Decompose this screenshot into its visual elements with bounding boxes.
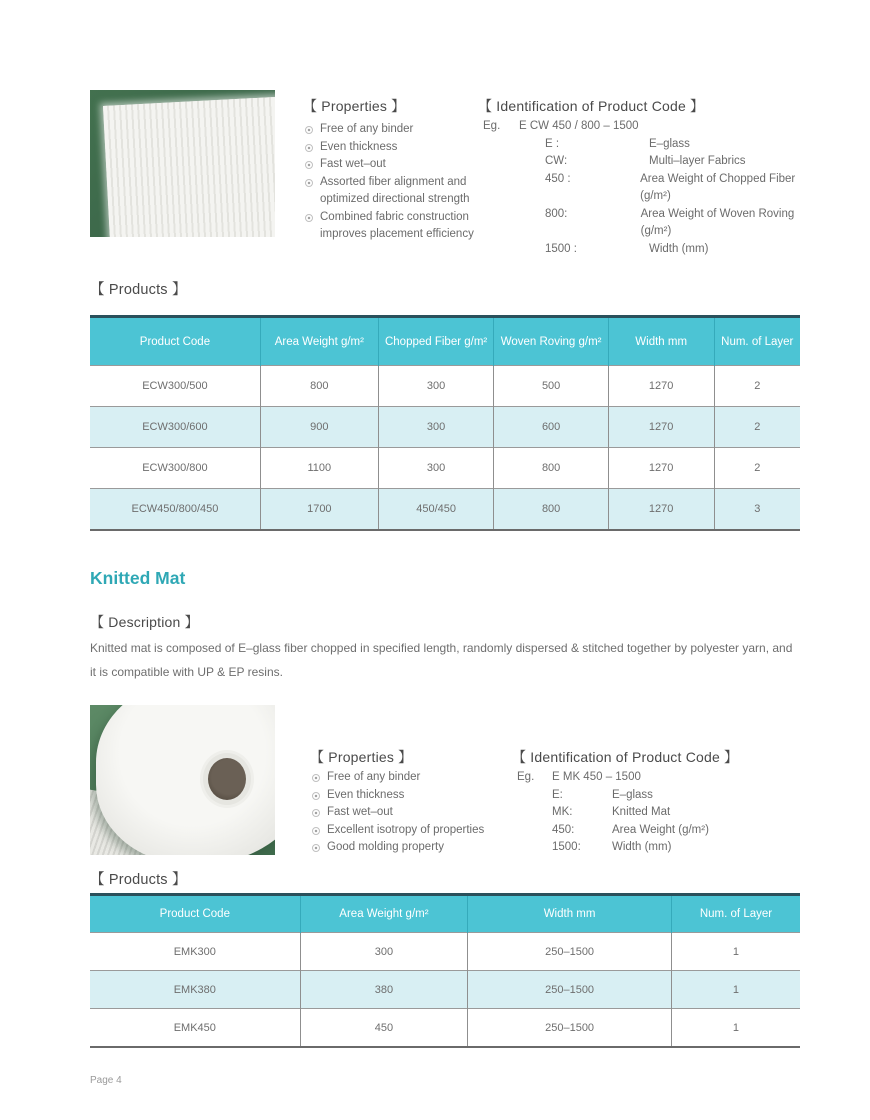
product-code-title-2: 【 Identification of Product Code 】	[512, 749, 739, 765]
ring-bullet-icon	[305, 179, 313, 187]
description-text: Knitted mat is composed of E–glass fiber chopped in specified length, randomly dispersed & stitched together by polyester yarn, and it is compatible with UP & EP resins.	[90, 641, 793, 679]
column-header: Width mm	[468, 895, 672, 933]
description-title: 【 Description 】	[90, 614, 199, 630]
ring-bullet-icon	[305, 214, 313, 222]
knitted-mat-photo	[90, 705, 275, 855]
list-item: Assorted fiber alignment and optimized directional strength	[305, 174, 485, 209]
code-definition-row: CW: Multi–layer Fabrics	[545, 155, 746, 167]
example-code-line	[483, 118, 813, 136]
list-item: Free of any binder	[305, 121, 485, 139]
product-code-block-1	[483, 118, 813, 258]
column-header: Area Weight g/m²	[300, 895, 468, 933]
properties-title-2: 【 Properties 】	[310, 749, 413, 765]
ring-bullet-icon	[305, 126, 313, 134]
column-header: Area Weight g/m²	[260, 317, 378, 366]
column-header: Width mm	[608, 317, 714, 366]
list-item: Fast wet–out	[312, 804, 512, 822]
mat-roll-graphic	[96, 705, 275, 855]
list-item: Even thickness	[312, 787, 512, 805]
multilayer-fabrics-products-table	[90, 315, 800, 531]
products-title-2: 【 Products 】	[90, 872, 187, 888]
example-code-line	[517, 769, 807, 787]
column-header: Woven Roving g/m²	[494, 317, 608, 366]
table-header-row	[90, 895, 800, 933]
code-definition-row: 800: Area Weight of Woven Roving (g/m²)	[545, 207, 795, 237]
products-title-1: 【 Products 】	[90, 282, 187, 298]
list-item: Good molding property	[312, 839, 512, 857]
table-header-row	[90, 317, 800, 366]
page-number: Page 4	[90, 1075, 122, 1086]
column-header: Num. of Layer	[714, 317, 800, 366]
code-definition-row: 1500: Width (mm)	[552, 841, 672, 853]
example-code: E MK 450 – 1500	[552, 771, 641, 783]
list-item: Combined fabric construction improves placement efficiency	[305, 209, 485, 244]
ring-bullet-icon	[312, 792, 320, 800]
properties-list-1	[305, 121, 485, 244]
table-row: EMK450 450 250–1500 1	[90, 1009, 800, 1048]
table-row: ECW300/600 900 300 600 1270 2	[90, 407, 800, 448]
column-header: Chopped Fiber g/m²	[378, 317, 494, 366]
table-row: ECW450/800/450 1700 450/450 800 1270 3	[90, 489, 800, 531]
table-row: ECW300/500 800 300 500 1270 2	[90, 366, 800, 407]
code-definition-row: 450 : Area Weight of Chopped Fiber (g/m²)	[545, 172, 796, 202]
knitted-mat-products-table	[90, 893, 800, 1048]
column-header: Num. of Layer	[671, 895, 800, 933]
ring-bullet-icon	[312, 774, 320, 782]
example-code: E CW 450 / 800 – 1500	[519, 120, 639, 132]
eg-label: Eg.	[483, 120, 501, 132]
column-header: Product Code	[90, 895, 300, 933]
page-title: Knitted Mat	[90, 568, 186, 588]
table-row: ECW300/800 1100 300 800 1270 2	[90, 448, 800, 489]
ring-bullet-icon	[312, 809, 320, 817]
properties-list-2	[312, 769, 512, 857]
product-code-title-1: 【 Identification of Product Code 】	[478, 98, 705, 114]
product-code-block-2	[517, 769, 807, 857]
fabric-swatch-graphic	[103, 96, 275, 237]
ring-bullet-icon	[305, 161, 313, 169]
ring-bullet-icon	[312, 844, 320, 852]
code-definition-row: E: E–glass	[552, 788, 653, 801]
list-item: Free of any binder	[312, 769, 512, 787]
list-item: Fast wet–out	[305, 156, 485, 174]
column-header: Product Code	[90, 317, 260, 366]
properties-title-1: 【 Properties 】	[303, 98, 406, 114]
list-item: Even thickness	[305, 139, 485, 157]
eg-label: Eg.	[517, 771, 535, 783]
code-definition-row: MK: Knitted Mat	[552, 806, 671, 818]
table-row: EMK300 300 250–1500 1	[90, 933, 800, 971]
table-row: EMK380 380 250–1500 1	[90, 971, 800, 1009]
ring-bullet-icon	[312, 827, 320, 835]
code-definition-row: 1500 : Width (mm)	[545, 242, 709, 255]
code-definition-row: 450: Area Weight (g/m²)	[552, 823, 709, 836]
code-definition-row: E : E–glass	[545, 137, 690, 150]
list-item: Excellent isotropy of properties	[312, 822, 512, 840]
ring-bullet-icon	[305, 144, 313, 152]
roll-core-hole-graphic	[208, 758, 246, 800]
multilayer-fabric-photo	[90, 90, 275, 237]
